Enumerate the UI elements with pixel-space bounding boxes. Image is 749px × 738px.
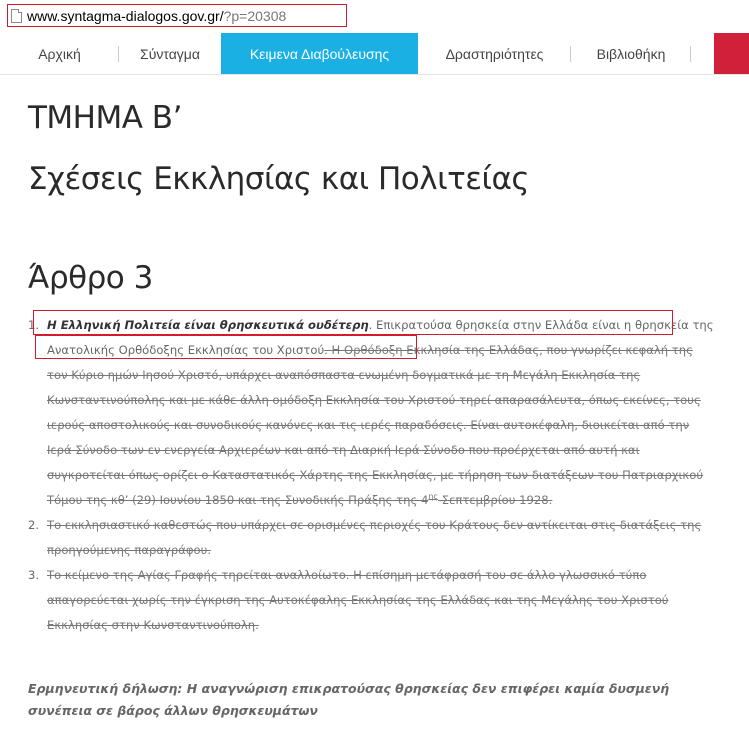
item-kept-text: . Επικρατούσα θρησκεία στην Ελλάδα είναι η θρησκεία της Ανατολικής Ορθόδοξης Εκκλησίας του Χριστού <box>47 318 714 357</box>
item-number: 3. <box>28 568 40 582</box>
deleted-sup: ης <box>428 492 439 502</box>
url-query: ?p=20308 <box>223 7 287 24</box>
nav-item-consultation-texts[interactable] <box>221 33 418 74</box>
nav-item-label: Δραστηριότητες <box>445 45 544 62</box>
nav-accent-block <box>714 33 749 74</box>
highlight-box-first-line <box>33 310 673 335</box>
nav-item-label: Κειμενα Διαβούλευσης <box>249 45 390 62</box>
highlight-box-second-line <box>35 335 417 359</box>
list-item <box>28 563 717 638</box>
nav-item-label: Βιβλιοθήκη <box>596 45 666 62</box>
nav-item-label: Αρχική <box>38 45 81 62</box>
url-input[interactable] <box>7 4 347 27</box>
nav-item-label: Σύνταγμα <box>140 45 200 62</box>
item-deleted-text: Το κείμενο της Αγίας Γραφής τηρείται αναλλοίωτο. Η επίσημη μετάφρασή του σε άλλο γλωσσικό τύπο απαγορεύεται χωρίς την έγκριση της Αυτοκέφαλης Εκκλησίας της Ελλάδας και της Μεγάλης του Χριστού Εκκλησίας στην Κωνσταντινούπολη. <box>47 568 669 632</box>
interpretive-note: Ερμηνευτική δήλωση: Η αναγνώριση επικρατούσας θρησκείας δεν επιφέρει καμία δυσμενή συνέπεια σε βάρος άλλων θρησκευμάτων <box>28 681 670 718</box>
item-deleted-text: Το εκκλησιαστικό καθεστώς που υπάρχει σε ορισμένες περιοχές του Κράτους δεν αντίκειται στις διατάξεις της προηγούμενης παραγράφου. <box>47 518 702 557</box>
nav-item-home[interactable] <box>0 33 119 74</box>
item-deleted-text <box>47 343 703 507</box>
item-bold-text: Η Ελληνική Πολιτεία είναι θρησκευτικά ουδέτερη <box>47 318 369 332</box>
page-icon <box>11 9 22 23</box>
url-base: www.syntagma-dialogos.gov.gr/ <box>27 7 224 24</box>
section-subtitle: Σχέσεις Εκκλησίας και Πολιτείας <box>28 161 530 197</box>
list-item <box>28 513 717 563</box>
nav-item-constitution[interactable] <box>119 33 221 74</box>
browser-address-bar <box>0 0 749 34</box>
nav-item-library[interactable] <box>571 33 691 74</box>
deleted-part: . Η Ορθόδοξη Εκκλησία της Ελλάδας, που γνωρίζει κεφαλή της τον Κύριο ημών Ιησού Χριστό, υπάρχει αναπόσπαστα ενωμένη δογματικά με τη Μεγάλη Εκκλησία της Κωνσταντινούπολης και με κάθε άλλη ομόδοξη Εκκλησία του Χριστού τηρεί απαρασάλευτα, όπως εκείνες, τους ιερούς αποστολικούς και συνοδικούς κανόνες και τις ιερές παραδόσεις. Είναι αυτοκέφαλη, διοικείται από την Ιερά Σύνοδο των εν ενεργεία Αρχιερέων και από τη Διαρκή Ιερά Σύνοδο που προέρχεται από αυτή και συγκροτείται όπως ορίζει ο Καταστατικός Χάρτης της Εκκλησίας, με τήρηση των διατάξεων του Πατριαρχικού Τόμου της κθ’ (29) Ιουνίου 1850 και της Συνοδικής Πράξης της 4 <box>47 343 704 507</box>
nav-item-activities[interactable] <box>418 33 571 74</box>
deleted-end: Σεπτεμβρίου 1928. <box>438 493 553 507</box>
article-title: Άρθρο 3 <box>28 260 153 296</box>
article-paragraph-list <box>28 313 717 638</box>
item-number: 1. <box>28 318 40 332</box>
url-text <box>27 8 286 24</box>
item-number: 2. <box>28 518 40 532</box>
section-title: ΤΜΗΜΑ Β’ <box>28 100 182 136</box>
main-navigation <box>0 33 749 75</box>
